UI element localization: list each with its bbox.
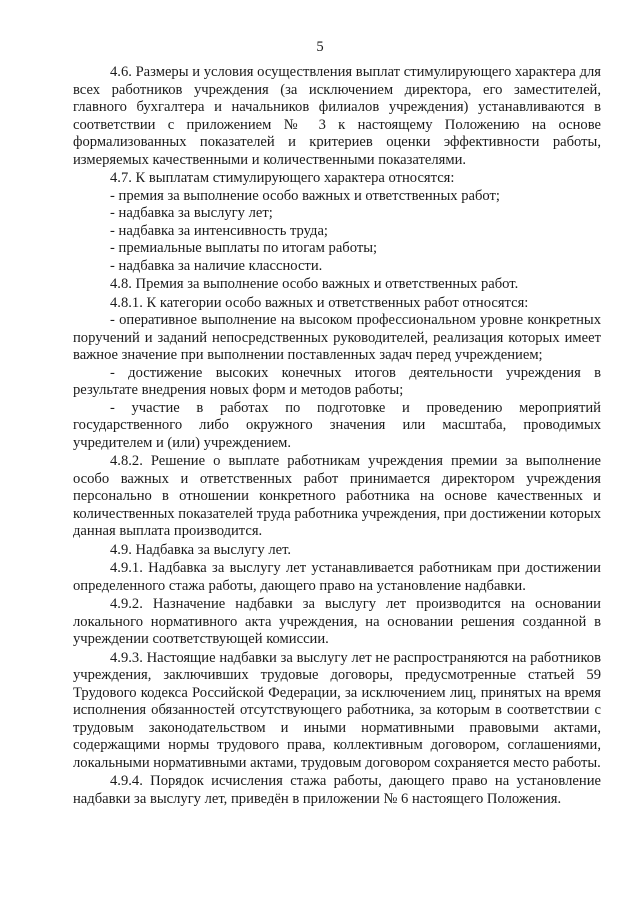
page-number: 5 xyxy=(316,39,324,55)
paragraph-4-9-1: 4.9.1. Надбавка за выслугу лет устанавливается работникам при достижении определенного стажа работы, дающего право на установление надбавки. xyxy=(73,560,601,594)
paragraph-4-9: 4.9. Надбавка за выслугу лет. xyxy=(110,541,292,558)
paragraph-4-8-1: 4.8.1. К категории особо важных и ответственных работ относятся: xyxy=(110,294,529,311)
list-item: - премиальные выплаты по итогам работы; xyxy=(110,240,378,256)
list-item: - надбавка за выслугу лет; xyxy=(110,205,273,221)
list-item: - надбавка за наличие классности. xyxy=(110,257,323,274)
list-item: - участие в работах по подготовке и проведению мероприятий государственного либо окружного значения или масштаба, проводимых учредителем и (или) учреждением. xyxy=(73,399,601,451)
paragraph-4-8-2: 4.8.2. Решение о выплате работникам учреждения премии за выполнение особо важных и ответственных работ принимается директором учреждения персонально в отношении конкретного работника на основе качественных и количественных показателей труда работника учреждения, при достижении которых данная выплата производится. xyxy=(73,453,601,539)
paragraph-4-9-4: 4.9.4. Порядок исчисления стажа работы, дающего право на установление надбавки за выслугу лет, приведён в приложении № 6 настоящего Положения. xyxy=(73,773,601,807)
document-body xyxy=(73,64,601,808)
paragraph-4-9-3: 4.9.3. Настоящие надбавки за выслугу лет не распространяются на работников учреждения, заключивших трудовые договоры, предусмотренные статьей 59 Трудового кодекса Российской Федерации, за исключением лиц, принятых на время исполнения обязанностей отсутствующего работника, за которым в соответствии с трудовым законодательством и иными нормативными правовыми актами, содержащими нормы трудового права, коллективным договором, соглашениями, локальными нормативными актами, трудовым договором сохраняется место работы. xyxy=(73,649,601,771)
paragraph-4-8: 4.8. Премия за выполнение особо важных и ответственных работ. xyxy=(110,276,519,292)
paragraph-4-9-2: 4.9.2. Назначение надбавки за выслугу лет производится на основании локального нормативного акта учреждения, на основании решения созданной в учреждении соответствующей комиссии. xyxy=(73,596,601,647)
paragraph-4-6: 4.6. Размеры и условия осуществления выплат стимулирующего характера для всех работников учреждения (за исключением директора, его заместителей, главного бухгалтера и начальников филиалов учреждения) устанавливаются в соответствии с приложением № 3 к настоящему Положению на основе формализованных показателей и критериев оценки эффективности работы, измеряемых качественными и количественными показателями. xyxy=(73,64,601,168)
list-item: - надбавка за интенсивность труда; xyxy=(110,222,328,239)
list-item: - достижение высоких конечных итогов деятельности учреждения в результате внедрения новых форм и методов работы; xyxy=(73,364,601,398)
list-item: - премия за выполнение особо важных и ответственных работ; xyxy=(110,187,500,204)
list-item: - оперативное выполнение на высоком профессиональном уровне конкретных поручений и заданий непосредственных руководителей, реализация которых имеет важное значение при выполнении поставленных задач перед учреждением; xyxy=(73,312,601,363)
paragraph-4-7: 4.7. К выплатам стимулирующего характера относятся: xyxy=(110,170,455,186)
